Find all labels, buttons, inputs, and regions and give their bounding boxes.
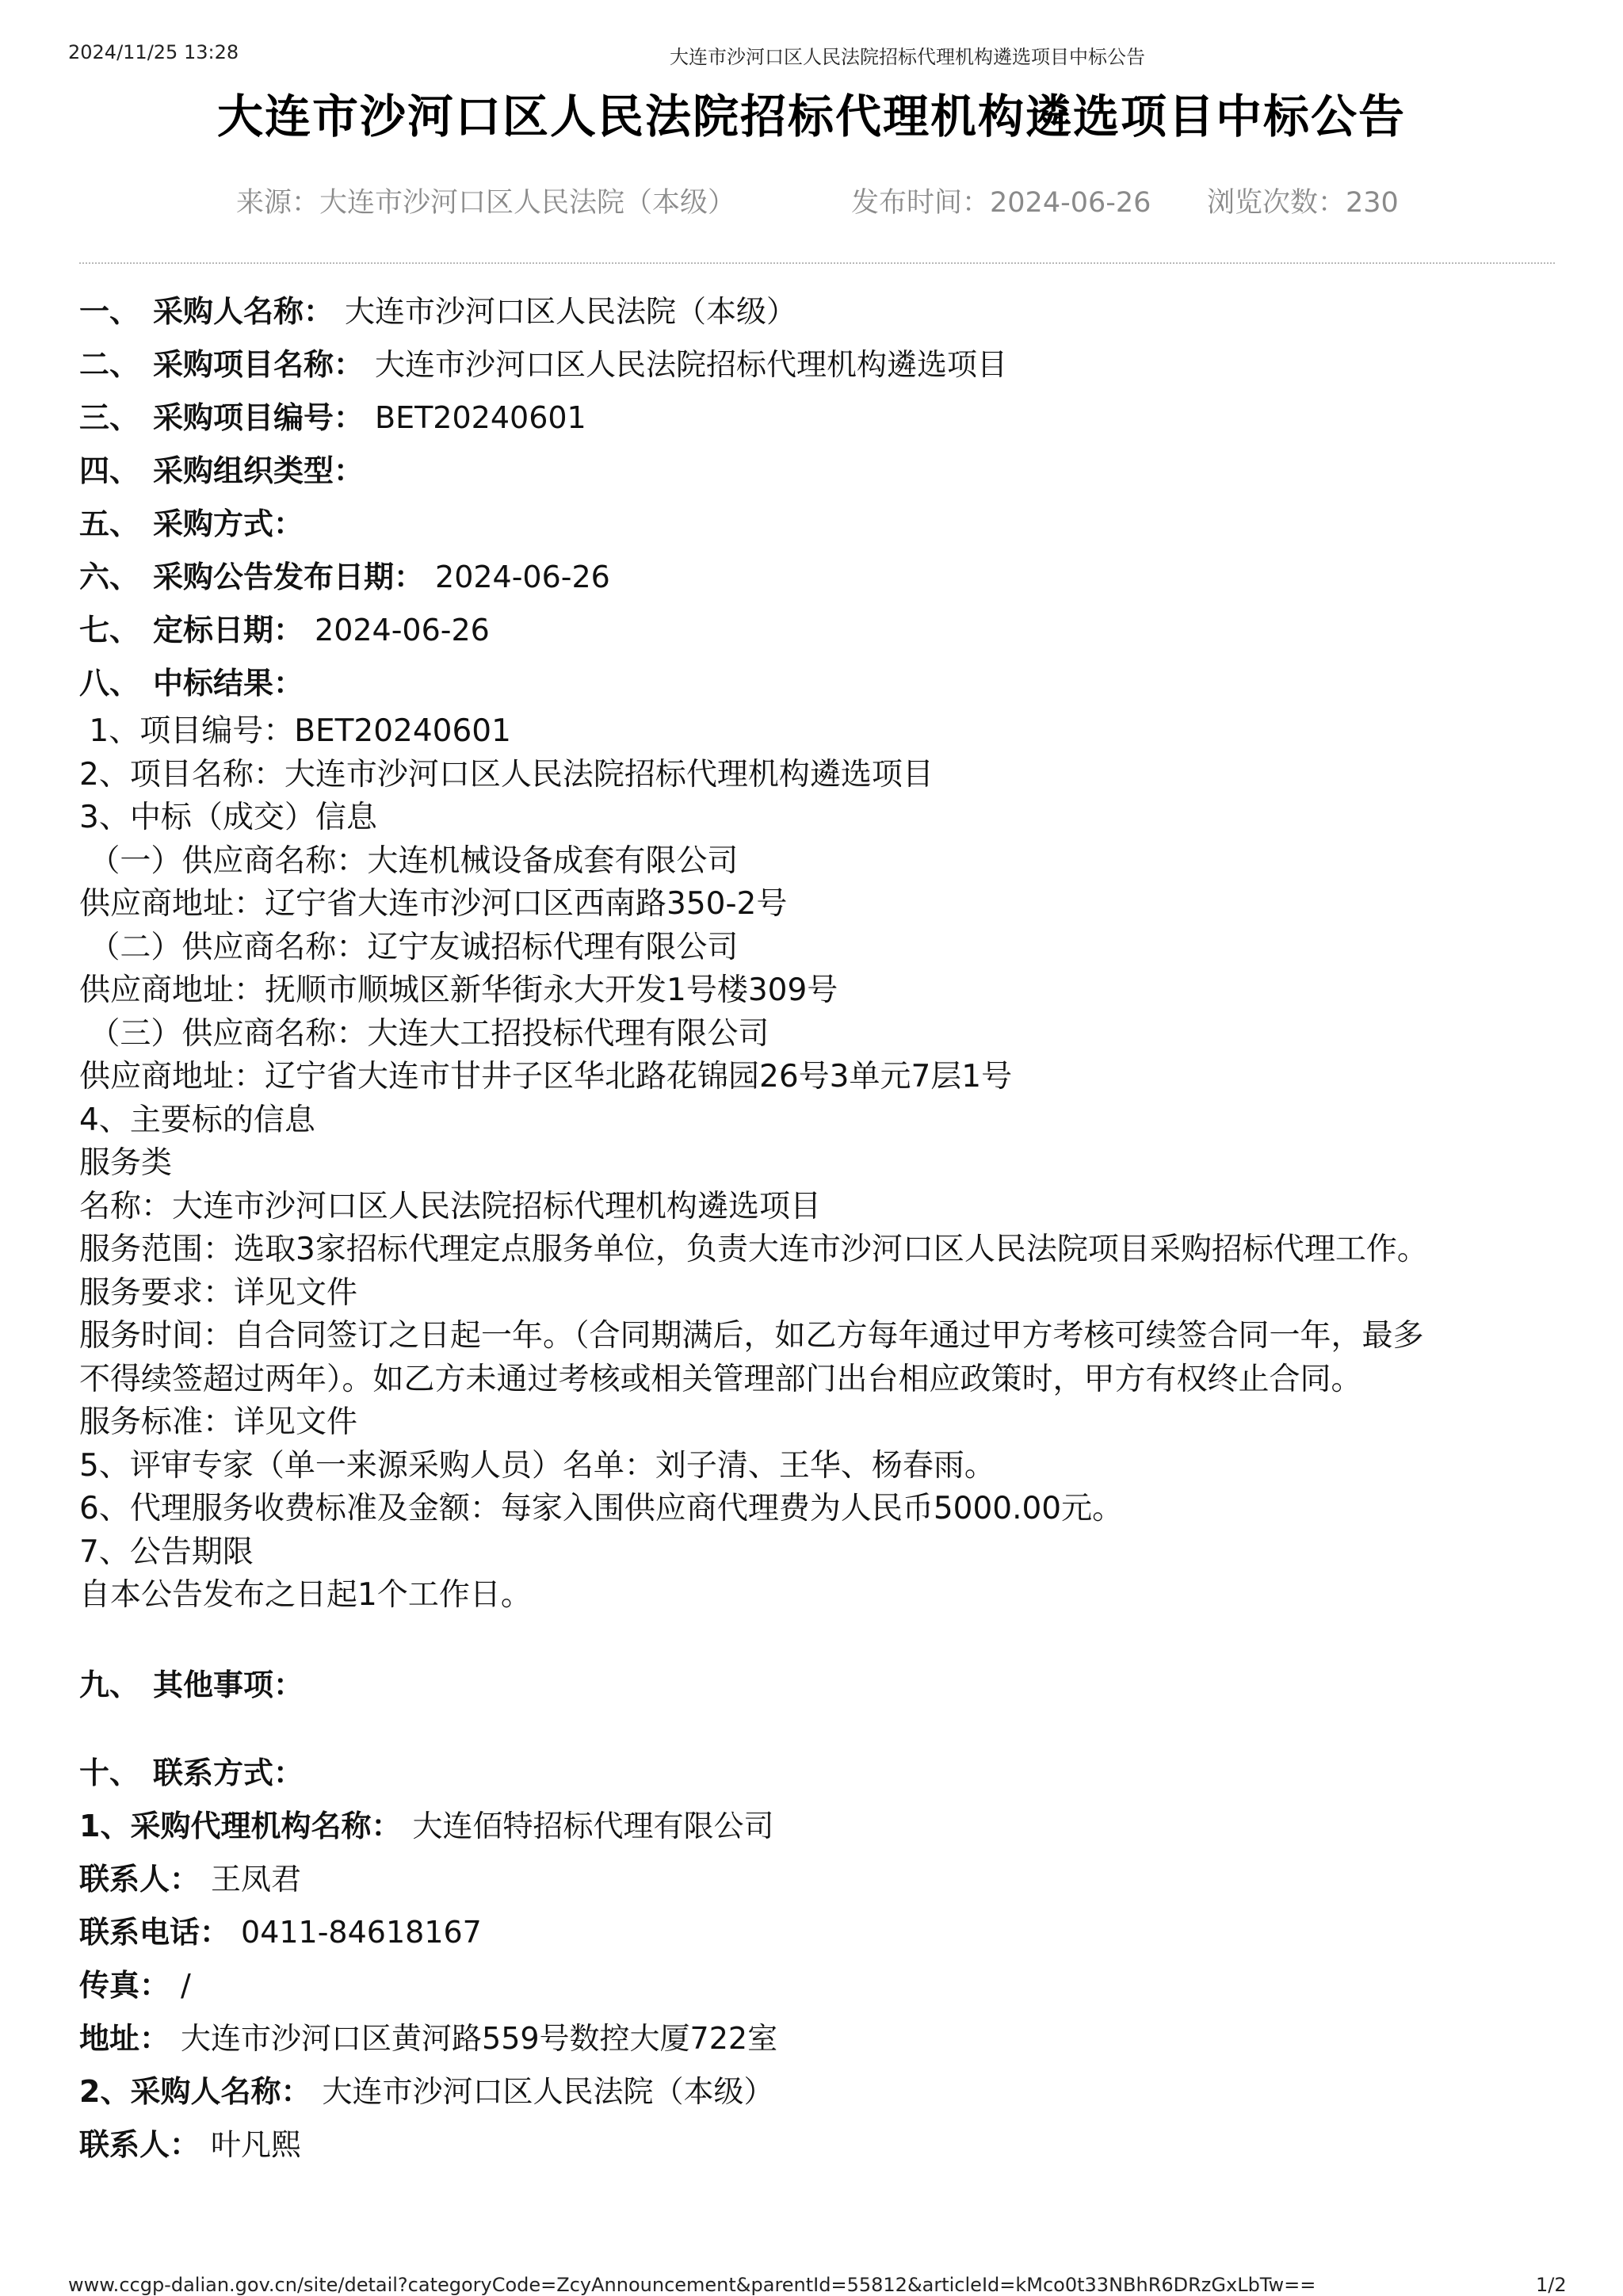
result-line: 1、项目编号：BET20240601: [79, 713, 511, 749]
contact-row: [79, 1853, 1553, 1906]
section-label: 采购项目名称：: [153, 347, 365, 382]
result-line: 服务类: [79, 1145, 173, 1181]
contact-label: 联系人：: [79, 2126, 200, 2162]
section-row: [79, 657, 1553, 710]
section-row: [79, 392, 1553, 445]
section-number: 八、: [79, 666, 140, 701]
section-value: 2024-06-26: [435, 560, 610, 594]
result-line: 服务范围：选取3家招标代理定点服务单位，负责大连市沙河口区人民法院项目采购招标代理工作。: [79, 1232, 1428, 1267]
contact-value: 0411-84618167: [241, 1914, 482, 1950]
page-number: 1/2: [1536, 2274, 1567, 2296]
result-line: （二）供应商名称：辽宁友诚招标代理有限公司: [79, 929, 739, 965]
section-list: [79, 285, 1553, 710]
contact-label: 2、采购人名称：: [79, 2073, 311, 2109]
result-line: （三）供应商名称：大连大工招投标代理有限公司: [79, 1015, 769, 1052]
section-row-contact: [79, 1747, 1553, 1800]
section-label: 其他事项：: [153, 1667, 304, 1702]
meta-source: [236, 181, 735, 220]
section-value: 2024-06-26: [315, 613, 490, 648]
result-line: 5、评审专家（单一来源采购人员）名单：刘子清、王华、杨春雨。: [79, 1447, 995, 1484]
section-label: 采购方式：: [153, 506, 304, 541]
contact-row: [79, 2118, 1553, 2172]
section-number: 七、: [79, 613, 140, 648]
contact-row: [79, 1959, 1553, 2012]
result-line: 供应商地址：辽宁省大连市沙河口区西南路350-2号: [79, 886, 788, 922]
page-title: 大连市沙河口区人民法院招标代理机构遴选项目中标公告: [216, 90, 1406, 143]
meta-date-label: 发布时间：: [851, 187, 991, 219]
article-body: [79, 285, 1553, 2172]
section-value: 大连市沙河口区人民法院招标代理机构遴选项目: [375, 347, 1008, 382]
section-number: 二、: [79, 347, 140, 382]
result-line: 供应商地址：抚顺市顺城区新华街永大开发1号楼309号: [79, 972, 838, 1008]
contact-value: 大连市沙河口区黄河路559号数控大厦722室: [181, 2020, 778, 2056]
section-number: 十、: [79, 1755, 140, 1790]
result-line: 服务标准：详见文件: [79, 1404, 358, 1440]
contact-label: 地址：: [79, 2020, 170, 2056]
contact-row: [79, 2065, 1553, 2118]
contact-list: [79, 1800, 1553, 2172]
result-line: 名称：大连市沙河口区人民法院招标代理机构遴选项目: [79, 1188, 822, 1224]
contact-label: 1、采购代理机构名称：: [79, 1808, 402, 1843]
section-label: 采购人名称：: [153, 294, 334, 329]
result-line: 7、公告期限: [79, 1534, 254, 1570]
contact-value: 叶凡熙: [211, 2126, 302, 2162]
section-row-other: [79, 1659, 1553, 1712]
contact-value: 王凤君: [211, 1861, 302, 1897]
result-line: 6、代理服务收费标准及金额：每家入围供应商代理费为人民币5000.00元。: [79, 1491, 1124, 1526]
meta-publish-date: [851, 181, 1151, 220]
section-label: 采购项目编号：: [153, 400, 365, 435]
section-row: [79, 338, 1553, 392]
contact-label: 传真：: [79, 1967, 170, 2003]
contact-row: [79, 1800, 1553, 1853]
section-number: 九、: [79, 1667, 140, 1702]
print-header-title: 大连市沙河口区人民法院招标代理机构遴选项目中标公告: [670, 46, 1145, 68]
section-number: 三、: [79, 400, 140, 435]
result-line: 4、主要标的信息: [79, 1102, 315, 1138]
contact-row: [79, 2012, 1553, 2065]
result-line: 不得续签超过两年）。如乙方未通过考核或相关管理部门出台相应政策时，甲方有权终止合同。: [79, 1361, 1362, 1397]
divider: [79, 262, 1555, 264]
meta-date-value: 2024-06-26: [990, 187, 1151, 219]
meta-source-value: 大连市沙河口区人民法院（本级）: [319, 187, 736, 219]
meta-view-count: [1207, 181, 1399, 220]
section-label: 采购组织类型：: [153, 453, 365, 488]
spacer: [79, 1618, 1553, 1659]
section-number: 六、: [79, 560, 140, 594]
award-result-details: [79, 710, 1553, 1618]
section-label: 中标结果：: [153, 666, 304, 701]
contact-label: 联系电话：: [79, 1914, 231, 1950]
section-label: 定标日期：: [153, 613, 304, 648]
result-line: 服务时间：自合同签订之日起一年。（合同期满后，如乙方每年通过甲方考核可续签合同一年，最多: [79, 1318, 1424, 1354]
section-row: [79, 285, 1553, 338]
section-row: [79, 551, 1553, 604]
section-number: 一、: [79, 294, 140, 329]
contact-value: /: [181, 1967, 191, 2003]
result-line: 自本公告发布之日起1个工作日。: [79, 1577, 532, 1613]
result-line: （一）供应商名称：大连机械设备成套有限公司: [79, 842, 739, 879]
section-value: BET20240601: [375, 400, 586, 435]
meta-source-label: 来源：: [236, 187, 320, 219]
section-row: [79, 498, 1553, 551]
section-value: 大连市沙河口区人民法院（本级）: [345, 294, 797, 329]
section-row: [79, 445, 1553, 498]
contact-value: 大连佰特招标代理有限公司: [412, 1808, 774, 1843]
section-number: 四、: [79, 453, 140, 488]
section-number: 五、: [79, 506, 140, 541]
section-row: [79, 604, 1553, 657]
spacer: [79, 1712, 1553, 1747]
meta-views-value: 230: [1346, 187, 1399, 219]
section-label: 采购公告发布日期：: [153, 560, 425, 594]
article-meta: [0, 181, 1623, 220]
contact-value: 大连市沙河口区人民法院（本级）: [322, 2073, 774, 2109]
print-datetime: 2024/11/25 13:28: [68, 41, 239, 63]
contact-label: 联系人：: [79, 1861, 200, 1897]
contact-row: [79, 1906, 1553, 1959]
print-header: [0, 41, 1623, 73]
result-line: 3、中标（成交）信息: [79, 800, 377, 835]
result-line: 供应商地址：辽宁省大连市甘井子区华北路花锦园26号3单元7层1号: [79, 1059, 1013, 1095]
meta-views-label: 浏览次数：: [1207, 187, 1346, 219]
page-url: www.ccgp-dalian.gov.cn/site/detail?categoryCode=ZcyAnnouncement&parentId=55812&articleId=kMco0t33NBhR6DRzGxLbTw==: [68, 2274, 1316, 2296]
result-line: 2、项目名称：大连市沙河口区人民法院招标代理机构遴选项目: [79, 756, 934, 793]
result-line: 服务要求：详见文件: [79, 1274, 358, 1311]
section-label: 联系方式：: [153, 1755, 304, 1790]
